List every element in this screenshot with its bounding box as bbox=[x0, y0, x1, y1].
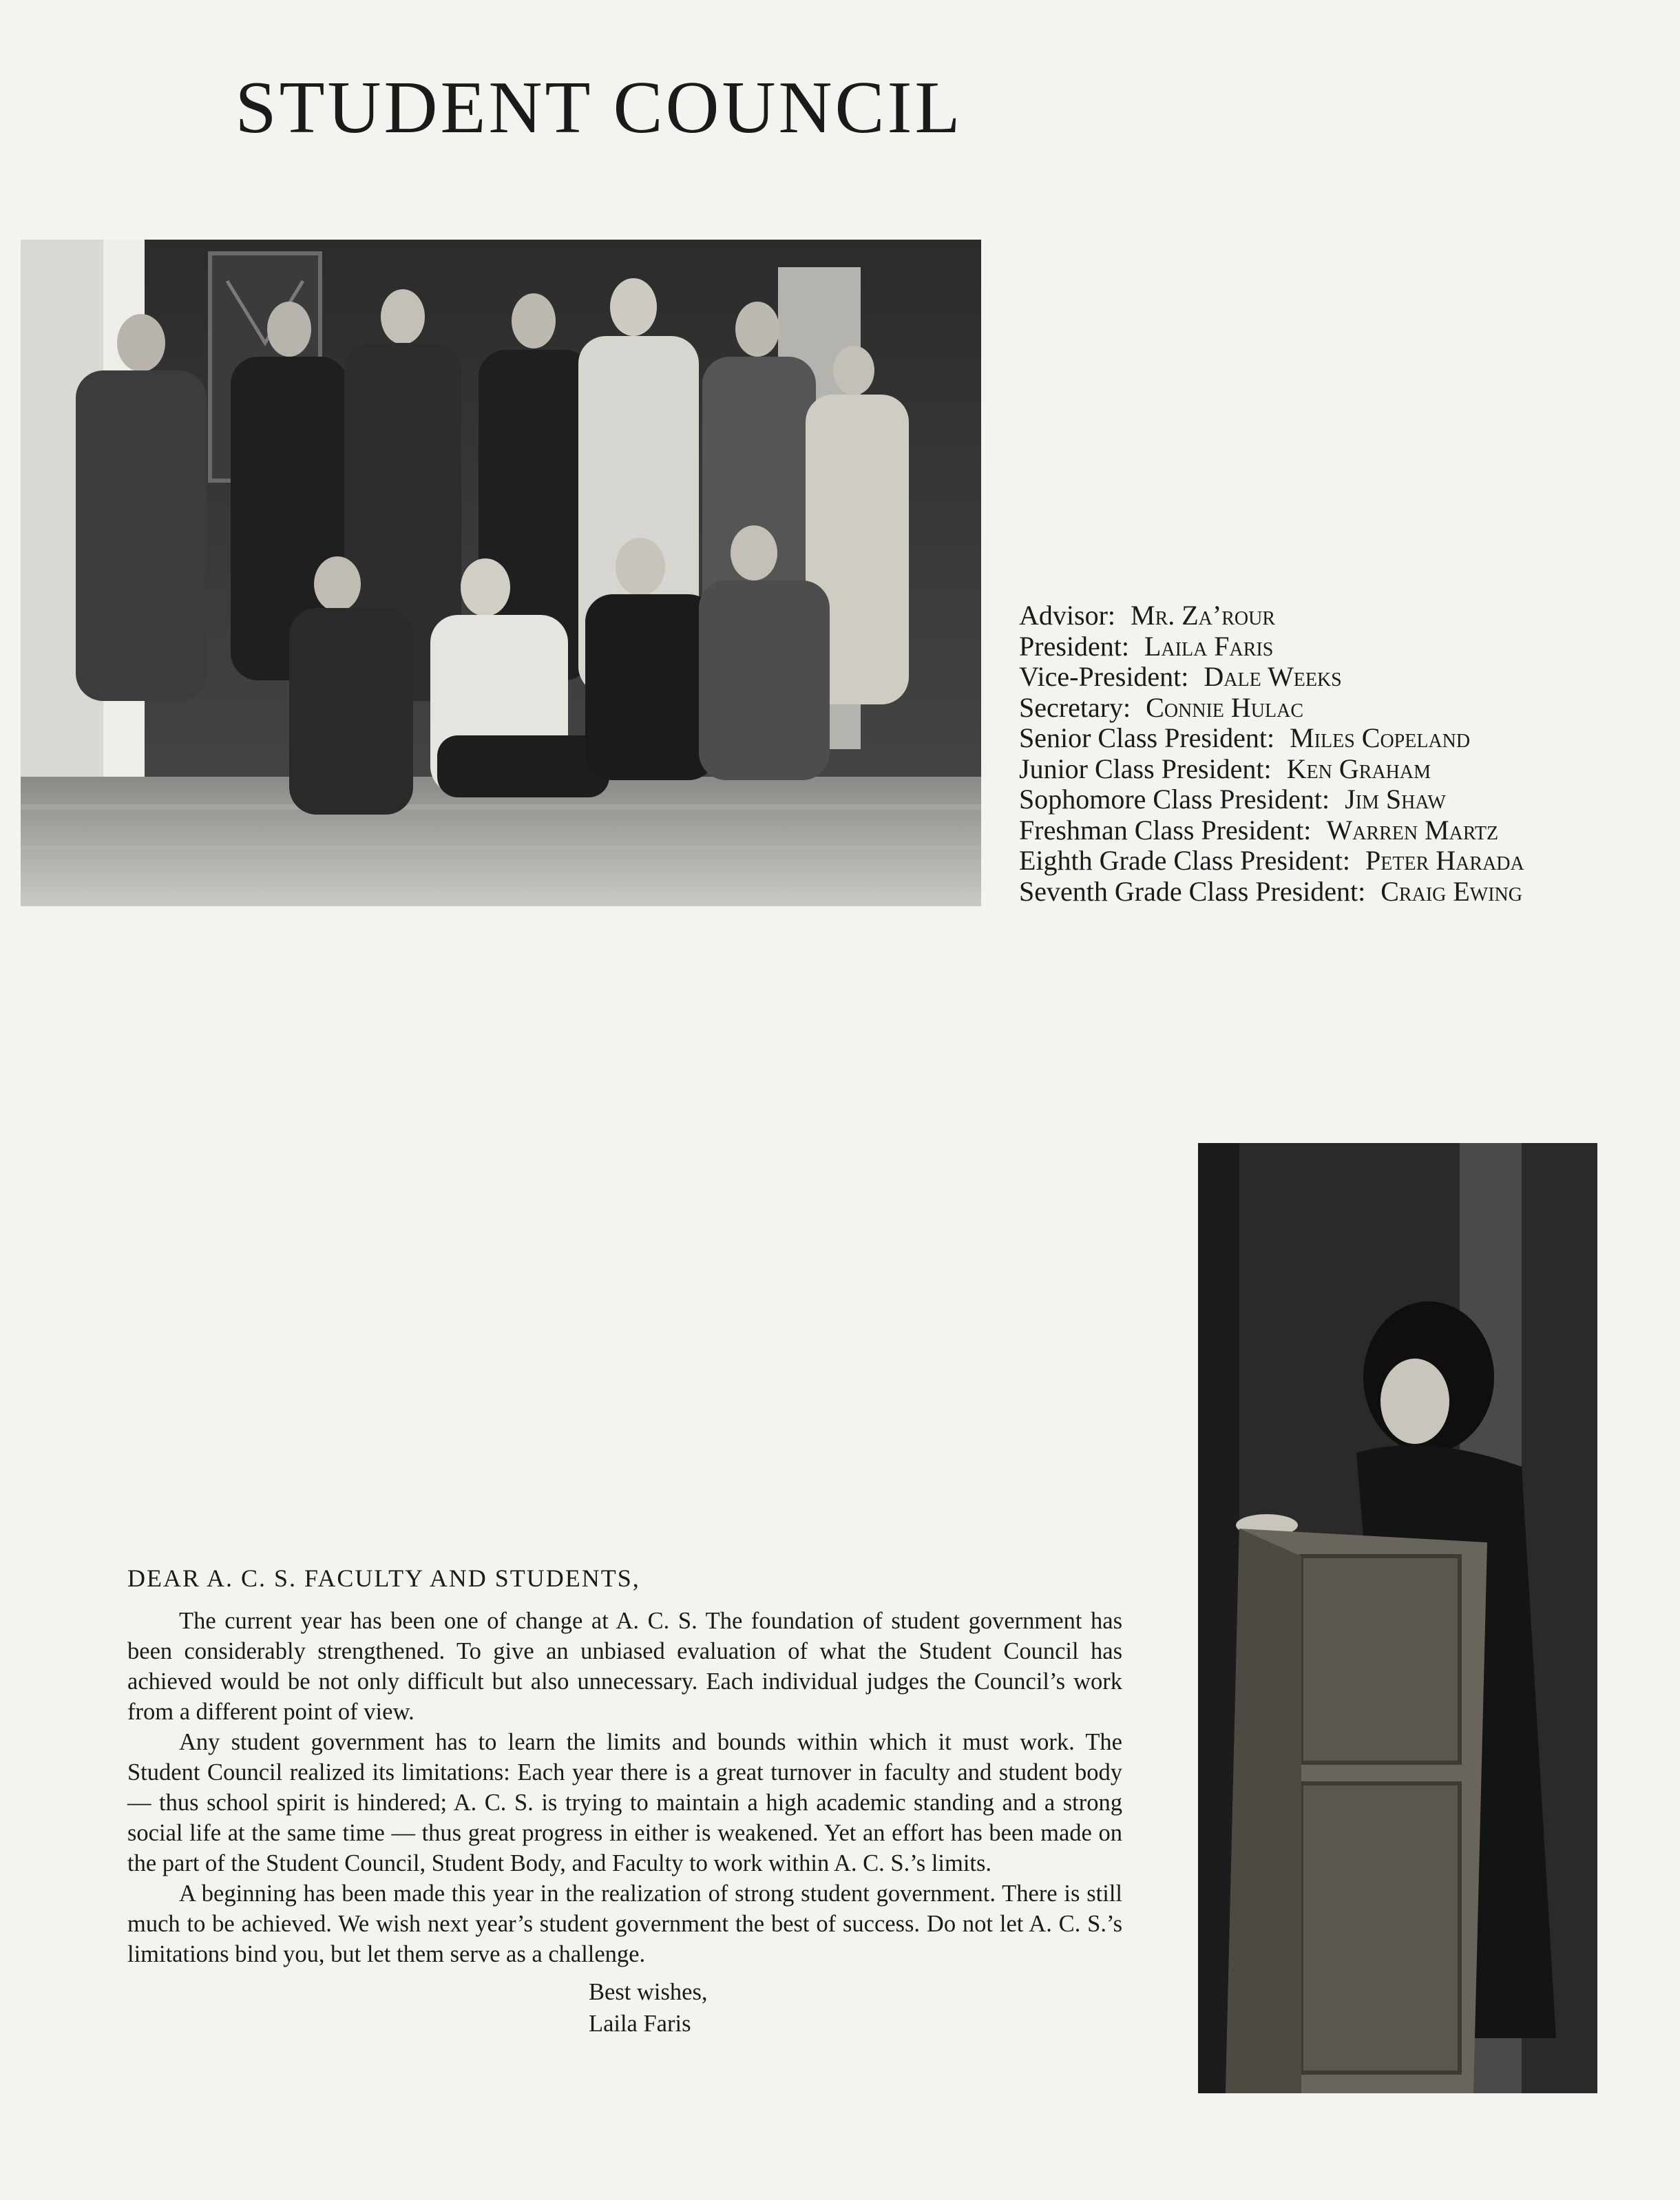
roster-row-freshman-president bbox=[1019, 815, 1680, 846]
letter-closing: Best wishes, bbox=[589, 1979, 708, 2005]
officer-roster bbox=[1019, 600, 1680, 907]
roster-row-secretary bbox=[1019, 693, 1680, 724]
roster-role: President: bbox=[1019, 630, 1129, 662]
roster-name: Jim Shaw bbox=[1345, 784, 1446, 815]
roster-name: Miles Copeland bbox=[1290, 722, 1471, 753]
roster-name: Ken Graham bbox=[1286, 753, 1431, 784]
letter-paragraph: Any student government has to learn the limits and bounds within which it must work. The Student Council realized its limitations: Each year there is a great turnover in faculty and student body — thus school spirit is hindered; A. C. S. is trying to maintain a high academic standing and a strong social life at the same time — thus great progress in either is weakened. Yet an effort has been made on the part of the Student Council, Student Body, and Faculty to work within A. C. S.’s limits. bbox=[127, 1729, 1122, 1876]
roster-row-president bbox=[1019, 631, 1680, 662]
group-photo bbox=[21, 240, 981, 906]
roster-role: Sophomore Class President: bbox=[1019, 784, 1330, 815]
roster-role: Secretary: bbox=[1019, 691, 1131, 723]
roster-role: Seventh Grade Class President: bbox=[1019, 875, 1366, 907]
page-title: STUDENT COUNCIL bbox=[235, 67, 963, 149]
letter-signoff bbox=[589, 1976, 1122, 2040]
roster-name: Laila Faris bbox=[1144, 630, 1274, 662]
roster-name: Warren Martz bbox=[1326, 814, 1499, 846]
roster-row-vice-president bbox=[1019, 662, 1680, 693]
roster-name: Connie Hulac bbox=[1146, 691, 1304, 723]
roster-row-senior-president bbox=[1019, 723, 1680, 754]
roster-role: Freshman Class President: bbox=[1019, 814, 1312, 846]
roster-role: Junior Class President: bbox=[1019, 753, 1272, 784]
letter-signature: Laila Faris bbox=[589, 2011, 691, 2037]
roster-name: Peter Harada bbox=[1365, 845, 1524, 876]
roster-role: Senior Class President: bbox=[1019, 722, 1275, 753]
roster-row-junior-president bbox=[1019, 754, 1680, 785]
podium-photo bbox=[1198, 1143, 1597, 2093]
roster-row-seventh-grade-president bbox=[1019, 877, 1680, 908]
roster-row-advisor bbox=[1019, 600, 1680, 631]
roster-row-eighth-grade-president bbox=[1019, 846, 1680, 877]
council-letter bbox=[127, 1563, 1122, 2040]
roster-role: Eighth Grade Class President: bbox=[1019, 845, 1351, 876]
roster-name: Craig Ewing bbox=[1380, 875, 1522, 907]
roster-name: Dale Weeks bbox=[1204, 661, 1342, 692]
letter-paragraph: A beginning has been made this year in the realization of strong student government. There is still much to be achieved. We wish next year’s student government the best of success. Do not let A. C. S.’s limitations bind you, but let them serve as a challenge. bbox=[127, 1881, 1122, 1967]
roster-role: Vice-President: bbox=[1019, 661, 1189, 692]
letter-paragraph: The current year has been one of change at A. C. S. The foundation of student government has been considerably strengthened. To give an unbiased evaluation of what the Student Council has achieved would be not only difficult but also unnecessary. Each individual judges the Council’s work from a different point of view. bbox=[127, 1608, 1122, 1725]
roster-row-sophomore-president bbox=[1019, 784, 1680, 815]
roster-name: Mr. Za’rour bbox=[1131, 600, 1276, 631]
roster-role: Advisor: bbox=[1019, 600, 1115, 631]
letter-salutation: DEAR A. C. S. FACULTY AND STUDENTS, bbox=[127, 1564, 640, 1592]
